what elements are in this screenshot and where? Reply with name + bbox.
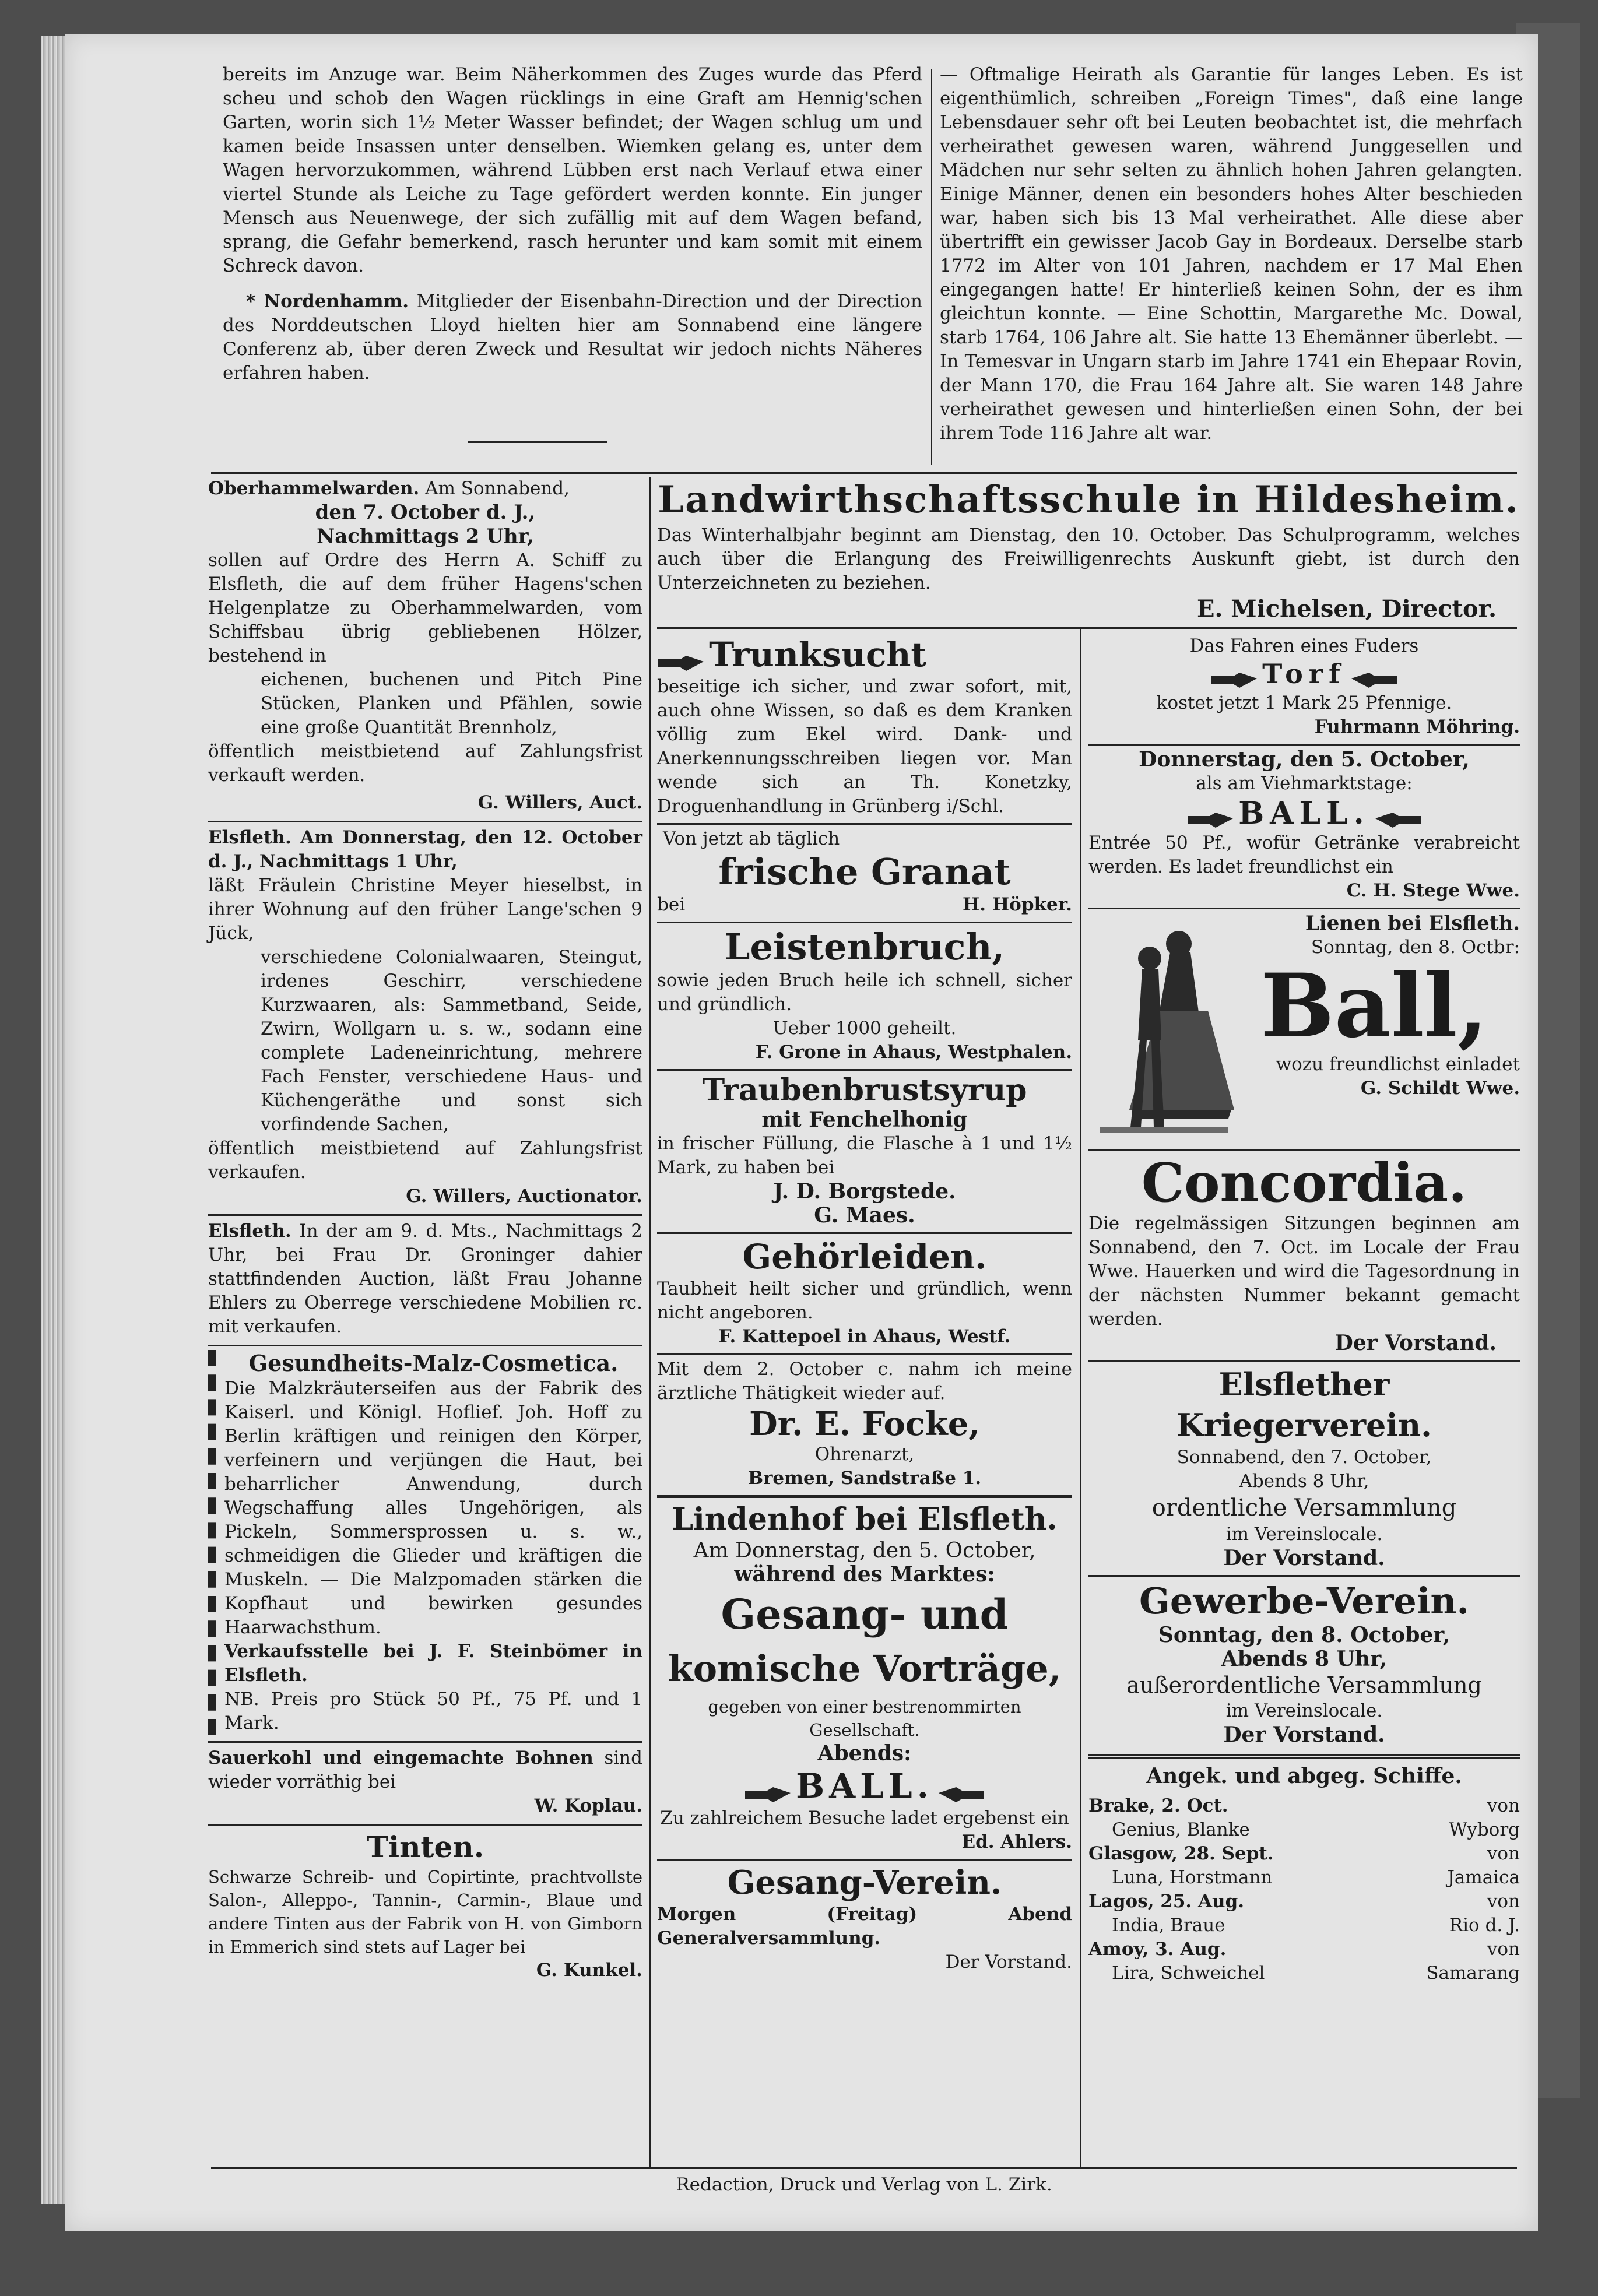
- krieger-l1: Sonnabend, den 7. October,: [1176, 1447, 1432, 1468]
- rule: [208, 1824, 642, 1826]
- krieger-l4: im Vereinslocale.: [1225, 1524, 1383, 1545]
- lindenhof-big-1: Gesang- und: [721, 1590, 1009, 1639]
- ship-row: [1088, 1866, 1520, 1890]
- oberhammel-items: eichenen, buchenen und Pitch Pine Stücken, Planken und Pfählen, sowie eine große Quantität Brennholz,: [261, 669, 642, 738]
- malz-sale: Verkaufsstelle bei J. F. Steinbömer in Elsfleth.: [224, 1641, 642, 1686]
- ship-row: [1088, 1914, 1520, 1938]
- sauerkohl-head: Sauerkohl und eingemachte Bohnen: [208, 1748, 593, 1768]
- ball1-signature: C. H. Stege Wwe.: [1346, 880, 1520, 901]
- gesang-head: Gesang-Verein.: [727, 1863, 1002, 1902]
- pointing-hand-icon: [1186, 810, 1235, 831]
- footer-rule: [211, 2167, 1517, 2169]
- oberhammel-l1: Am Sonnabend,: [425, 478, 570, 499]
- oberhammel-body: sollen auf Ordre des Herrn A. Schiff zu Elsfleth, die auf dem früher Hagens'schen Helgenplatze zu Oberhammelwarden, vom Schiffsbau übrig gebliebenen Hölzer, bestehend in: [208, 550, 642, 666]
- ship-dir: von: [1487, 1939, 1520, 1960]
- rule: [657, 1859, 1072, 1861]
- granat-signature: H. Höpker.: [963, 894, 1072, 915]
- tinten-body: Schwarze Schreib- und Copirtinte, prachtvollste Salon-, Alleppo-, Tannin-, Carmin-, Blaue und andere Tinten aus der Fabrik von H. von Gimborn in Emmerich sind stets auf Lager bei: [208, 1867, 642, 1957]
- landwirth-signature: E. Michelsen, Director.: [1196, 595, 1497, 623]
- focke-l2: Ohrenarzt,: [814, 1444, 915, 1465]
- trauben-signature-2: G. Maes.: [814, 1203, 915, 1228]
- column-1: [208, 477, 642, 2173]
- oberhammel-intro: [208, 477, 642, 501]
- lindenhof-l1: Am Donnerstag, den 5. October,: [693, 1539, 1036, 1563]
- ball1-l2: als am Viehmarktstage:: [1196, 772, 1413, 794]
- dancing-couple-illustration: [1088, 917, 1240, 1139]
- elsfleth2-body: In der am 9. d. Mts., Nachmittags 2 Uhr, bei Frau Dr. Groninger dahier stattfindenden Auction, läßt Frau Johanne Ehlers zu Oberrege verschiedene Mobilien rc. mit verkaufen.: [208, 1221, 642, 1337]
- gesang-body: Morgen (Freitag) Abend Generalversammlung.: [657, 1904, 1072, 1949]
- ship-dir: von: [1487, 1843, 1520, 1864]
- gehoer-body: Taubheit heilt sicher und gründlich, wenn nicht angeboren.: [657, 1278, 1072, 1323]
- ship-port: Samarang: [1426, 1963, 1520, 1984]
- ship-row: [1088, 1794, 1520, 1818]
- rule: [657, 922, 1072, 923]
- lindenhof-ball: BALL.: [796, 1766, 933, 1806]
- leisten-head: Leistenbruch,: [724, 926, 1005, 968]
- lienen-text: [1228, 912, 1520, 1100]
- ship-dir: von: [1487, 1891, 1520, 1912]
- granat-l1: Von jetzt ab täglich: [663, 828, 840, 849]
- ball1-head: BALL.: [1238, 795, 1370, 831]
- granat-line: [657, 893, 1072, 917]
- section-rule: [211, 472, 1517, 474]
- trunk-ad: [657, 634, 1072, 818]
- lienen-head: Ball,: [1260, 955, 1488, 1057]
- ship-name: Lira, Schweichel: [1112, 1963, 1265, 1984]
- double-rule: [1088, 1754, 1520, 1759]
- rule: [208, 821, 642, 822]
- concordia-body: Die regelmässigen Sitzungen beginnen am Sonnabend, den 7. Oct. im Locale der Frau Wwe. Hauerken und wird die Tagesordnung in der nächsten Nummer bekannt gemacht werden.: [1088, 1213, 1520, 1330]
- ship-row: [1088, 1818, 1520, 1842]
- ship-dir: von: [1487, 1795, 1520, 1816]
- torf-head: Torf: [1262, 658, 1346, 690]
- gewerbe-signature: Der Vorstand.: [1223, 1722, 1385, 1747]
- granat-head: frische Granat: [718, 850, 1011, 893]
- landwirth-ad: [657, 477, 1520, 625]
- gesang-signature: Der Vorstand.: [945, 1952, 1072, 1972]
- column-3: [1088, 634, 1520, 2173]
- lindenhof-ball-line: [657, 1766, 1072, 1806]
- landwirth-body: Das Winterhalbjahr beginnt am Dienstag, den 10. October. Das Schulprogramm, welches auch über die Erlangung des Freiwilligenrechts Auskunft giebt, ist durch den Unterzeichneten zu beziehen.: [657, 525, 1520, 593]
- gehoer-head: Gehörleiden.: [742, 1237, 987, 1277]
- concordia-head: Concordia.: [1141, 1151, 1467, 1214]
- ship-port: Wyborg: [1449, 1819, 1520, 1840]
- rule: [1088, 1575, 1520, 1577]
- ship-port: Jamaica: [1447, 1867, 1520, 1888]
- gewerbe-l1: Sonntag, den 8. October,: [1158, 1623, 1451, 1647]
- oberhammel-tail: öffentlich meistbietend auf Zahlungsfrist verkauft werden.: [208, 741, 642, 786]
- ship-list: [1088, 1794, 1520, 1985]
- sauerkohl-signature: W. Koplau.: [534, 1795, 642, 1816]
- torf-body: kostet jetzt 1 Mark 25 Pfennige.: [1156, 692, 1452, 713]
- krieger-head: Elsflether Kriegerverein.: [1176, 1366, 1432, 1444]
- trauben-head: Traubenbrustsyrup: [702, 1073, 1027, 1108]
- ship-place: Lagos, 25. Aug.: [1088, 1891, 1245, 1912]
- trauben-signature-1: J. D. Borgstede.: [773, 1179, 956, 1204]
- leisten-count: Ueber 1000 geheilt.: [772, 1018, 957, 1039]
- lindenhof-l2: während des Marktes:: [734, 1562, 995, 1587]
- pointing-hand-icon: [936, 1785, 985, 1806]
- gewerbe-l2: Abends 8 Uhr,: [1221, 1647, 1388, 1671]
- elsfleth1-tail: öffentlich meistbietend auf Zahlungsfrist verkaufen.: [208, 1138, 642, 1183]
- granat-l2: bei: [657, 894, 686, 915]
- trauben-sub: mit Fenchelhonig: [761, 1107, 968, 1132]
- leisten-signature: F. Grone in Ahaus, Westphalen.: [755, 1042, 1072, 1063]
- landwirth-head: Landwirthschaftsschule in Hildesheim.: [658, 478, 1519, 522]
- lienen-l2: Sonntag, den 8. Octbr:: [1311, 937, 1520, 958]
- column-2: [657, 634, 1072, 2173]
- lindenhof-signature: Ed. Ahlers.: [961, 1831, 1072, 1852]
- column-rule-top: [931, 69, 932, 465]
- focke-head: Dr. E. Focke,: [749, 1405, 980, 1443]
- elsfleth1-items: verschiedene Colonialwaaren, Steingut, irdenes Geschirr, verschiedene Kurzwaaren, als: Sammetband, Seide, Zwirn, Wollgarn u. s. w., sodann eine complete Ladeneinrichtung, mehrere Fach Fenster, verschiedene Haus- und Küchengeräthe und sonst sich vorfindende Sachen,: [261, 947, 642, 1135]
- elsfleth2-article: [208, 1219, 642, 1339]
- oberhammel-time: Nachmittags 2 Uhr,: [317, 525, 534, 548]
- ball1-head-line: [1088, 796, 1520, 832]
- lienen-signature: G. Schildt Wwe.: [1360, 1078, 1520, 1099]
- ship-place: Brake, 2. Oct.: [1088, 1795, 1228, 1816]
- short-rule: [468, 441, 607, 443]
- schiffe-head: Angek. und abgeg. Schiffe.: [1146, 1764, 1462, 1788]
- tinten-head: Tinten.: [366, 1830, 484, 1864]
- concordia-signature: Der Vorstand.: [1334, 1331, 1497, 1355]
- malz-head: Gesundheits-Malz-Cosmetica.: [248, 1350, 619, 1376]
- ship-place: Amoy, 3. Aug.: [1088, 1939, 1227, 1960]
- column-rule-2: [1080, 628, 1081, 2167]
- ball1-body: Entrée 50 Pf., wofür Getränke verabreicht werden. Es ladet freundlichst ein: [1088, 832, 1520, 877]
- pointing-hand-icon: [744, 1785, 793, 1806]
- oberhammel-date: den 7. October d. J.,: [315, 501, 536, 524]
- column-rule-1: [649, 477, 651, 2167]
- gewerbe-head: Gewerbe-Verein.: [1139, 1580, 1470, 1622]
- krieger-l3: ordentliche Versammlung: [1151, 1495, 1457, 1521]
- trunk-body: beseitige ich sicher, und zwar sofort, mit, auch ohne Wissen, so daß es dem Kranken völlig zum Ekel wird. Dank- und Anerkennungsschreiben liegen vor. Man wende sich an Th. Konetzky, Droguenhandlung in Grünberg i/Schl.: [657, 676, 1072, 817]
- oberhammel-signature: G. Willers, Auct.: [477, 792, 642, 813]
- article-accident: [223, 63, 923, 384]
- marriage-text: — Oftmalige Heirath als Garantie für langes Leben. Es ist eigenthümlich, schreiben „Foreign Times", daß eine lange Lebensdauer sehr oft bei Leuten beobachtet ist, die mehrfach verheirathet gewesen waren, während Junggesellen und Mädchen nur sehr selten zu ähnlich hohen Jahren gelangten. Einige Männer, denen ein besonders hohes Alter beschieden war, haben sich bis 13 Mal verheirathet. Alle diese aber übertrifft ein gewisser Jacob Gay in Bordeaux. Derselbe starb 1772 im Alter von 101 Jahren, nachdem er 17 Mal Ehen eingegangen hatte! Er hinterließ keinen Sohn, der es ihm gleichtun konnte. — Eine Schottin, Margarethe Mc. Dowal, starb 1764, 106 Jahre alt. Sie hatte 13 Ehemänner überlebt. — In Temesvar in Ungarn starb im Jahre 1741 ein Ehepaar Rovin, der Mann 170, die Frau 164 Jahre alt. Sie waren 148 Jahre verheirathet gewesen und hinterließen einen Sohn, der bei ihrem Tode 116 Jahre alt war.: [940, 64, 1523, 444]
- trauben-body: in frischer Füllung, die Flasche à 1 und 1½ Mark, zu haben bei: [657, 1133, 1072, 1178]
- trunk-head: Trunksucht: [709, 635, 927, 674]
- rule: [1088, 1360, 1520, 1362]
- ship-port: Rio d. J.: [1449, 1915, 1520, 1936]
- sauerkohl-article: [208, 1746, 642, 1794]
- pointing-hand-icon: [1210, 670, 1259, 691]
- gewerbe-l3: außerordentliche Versammlung: [1126, 1672, 1482, 1698]
- nordenhamm-head: * Nordenhamm.: [246, 291, 409, 312]
- ship-name: Luna, Horstmann: [1112, 1867, 1273, 1888]
- torf-signature: Fuhrmann Möhring.: [1314, 716, 1520, 737]
- rule: [657, 1232, 1072, 1234]
- krieger-signature: Der Vorstand.: [1223, 1546, 1385, 1570]
- trunk-head-line: [657, 634, 1072, 675]
- rule: [1088, 744, 1520, 746]
- gewerbe-l4: im Vereinslocale.: [1225, 1700, 1383, 1721]
- rule: [208, 1345, 642, 1346]
- nordenhamm-article: [223, 290, 922, 385]
- pointing-hand-icon: [1373, 810, 1422, 831]
- malz-price: NB. Preis pro Stück 50 Pf., 75 Pf. und 1 Mark.: [224, 1689, 642, 1734]
- newspaper-page: [65, 34, 1538, 2231]
- elsfleth1-body: läßt Fräulein Christine Meyer hieselbst, in ihrer Wohnung auf den früher Lange'schen 9 Jück,: [208, 875, 642, 944]
- rule: [1088, 908, 1520, 909]
- torf-head-line: [1088, 658, 1520, 691]
- article-marriage: [940, 63, 1523, 459]
- ship-row: [1088, 1961, 1520, 1985]
- nordenhamm-text: Mitglieder der Eisenbahn-Direction und der Direction des Norddeutschen Lloyd hielten hier am Sonnabend eine längere Conferenz ab, über deren Zweck und Resultat wir jedoch nichts Näheres erfahren haben.: [223, 291, 923, 384]
- malz-body: Die Malzkräuterseifen aus der Fabrik des Kaiserl. und Königl. Hoflief. Joh. Hoff zu Berlin kräftigen und reinigen den Körper, verfeinern und verjüngen die Haut, bei beharrlicher Anwendung, durch Wegschaffung alles Ungehörigen, als Pickeln, Sommersprossen u. s. w., schmeidigen die Glieder und kräftigen die Muskeln. — Die Malzpomaden stärken die Kopfhaut und bewirken gesundes Haarwachsthum.: [224, 1378, 642, 1638]
- gehoer-signature: F. Kattepoel in Ahaus, Westf.: [718, 1326, 1011, 1347]
- footer: [211, 2173, 1517, 2208]
- rule: [657, 627, 1517, 629]
- ship-row: [1088, 1890, 1520, 1914]
- ball1-l1: Donnerstag, den 5. October,: [1139, 747, 1470, 772]
- pointing-hand-icon: [657, 653, 706, 674]
- tinten-signature: G. Kunkel.: [536, 1960, 642, 1981]
- rule: [208, 1741, 642, 1743]
- ship-name: Genius, Blanke: [1112, 1819, 1250, 1840]
- lindenhof-l5: Zu zahlreichem Besuche ladet ergebenst ein: [660, 1808, 1069, 1829]
- rule: [657, 1353, 1072, 1355]
- ship-place: Glasgow, 28. Sept.: [1088, 1843, 1274, 1864]
- ship-row: [1088, 1938, 1520, 1961]
- rule: [208, 1214, 642, 1216]
- rule: [657, 823, 1072, 825]
- torf-l1: Das Fahren eines Fuders: [1189, 635, 1419, 656]
- elsfleth1-signature: G. Willers, Auctionator.: [406, 1186, 642, 1207]
- lindenhof-big-2: komische Vorträge,: [668, 1647, 1062, 1690]
- focke-l3: Bremen, Sandstraße 1.: [747, 1468, 982, 1489]
- rule: [657, 1495, 1072, 1498]
- sauerkohl-body: sind wieder vorräthig bei: [208, 1748, 642, 1792]
- accident-text: bereits im Anzuge war. Beim Näherkommen des Zuges wurde das Pferd scheu und schob den Wagen rücklings in eine Graft am Hennig'schen Garten, worin sich 1½ Meter Wasser befindet; der Wagen schlug um und kamen beide Insassen unter denselben. Wiemken gelang es, unter dem Wagen hervorzukommen, während Lübben erst nach Verlauf etwa einer viertel Stunde als Leiche zu Tage gefördert werden konnte. Ein junger Mensch aus Neuenwege, der sich zufällig mit auf dem Wagen befand, sprang, die Gefahr bemerkend, rasch herunter und kam somit mit einem Schreck davon.: [223, 64, 922, 276]
- ship-name: India, Braue: [1112, 1915, 1225, 1936]
- leisten-body: sowie jeden Bruch heile ich schnell, sicher und gründlich.: [657, 970, 1072, 1015]
- pointing-hand-icon: [1349, 670, 1398, 691]
- ship-row: [1088, 1842, 1520, 1866]
- lindenhof-l3: gegeben von einer bestrenommirten Gesellschaft.: [708, 1697, 1021, 1740]
- oberhammel-head: Oberhammelwarden.: [208, 478, 420, 499]
- focke-l1: Mit dem 2. October c. nahm ich meine ärztliche Thätigkeit wieder auf.: [657, 1359, 1072, 1404]
- book-page-edges: [41, 36, 69, 2204]
- lindenhof-head: Lindenhof bei Elsfleth.: [672, 1502, 1058, 1537]
- krieger-l2: Abends 8 Uhr,: [1239, 1471, 1369, 1492]
- lienen-l1: Lienen bei Elsfleth.: [1305, 912, 1520, 935]
- elsfleth1-head: Elsfleth. Am Donnerstag, den 12. October d. J., Nachmittags 1 Uhr,: [208, 827, 642, 872]
- lindenhof-l4: Abends:: [817, 1741, 912, 1766]
- rule: [657, 1069, 1072, 1071]
- lienen-ad: [1088, 912, 1520, 1145]
- elsfleth2-head: Elsfleth.: [208, 1221, 291, 1242]
- imprint: Redaction, Druck und Verlag von L. Zirk.: [676, 2174, 1052, 2195]
- malz-ad: [208, 1350, 642, 1735]
- lienen-body: wozu freundlichst einladet: [1276, 1054, 1520, 1075]
